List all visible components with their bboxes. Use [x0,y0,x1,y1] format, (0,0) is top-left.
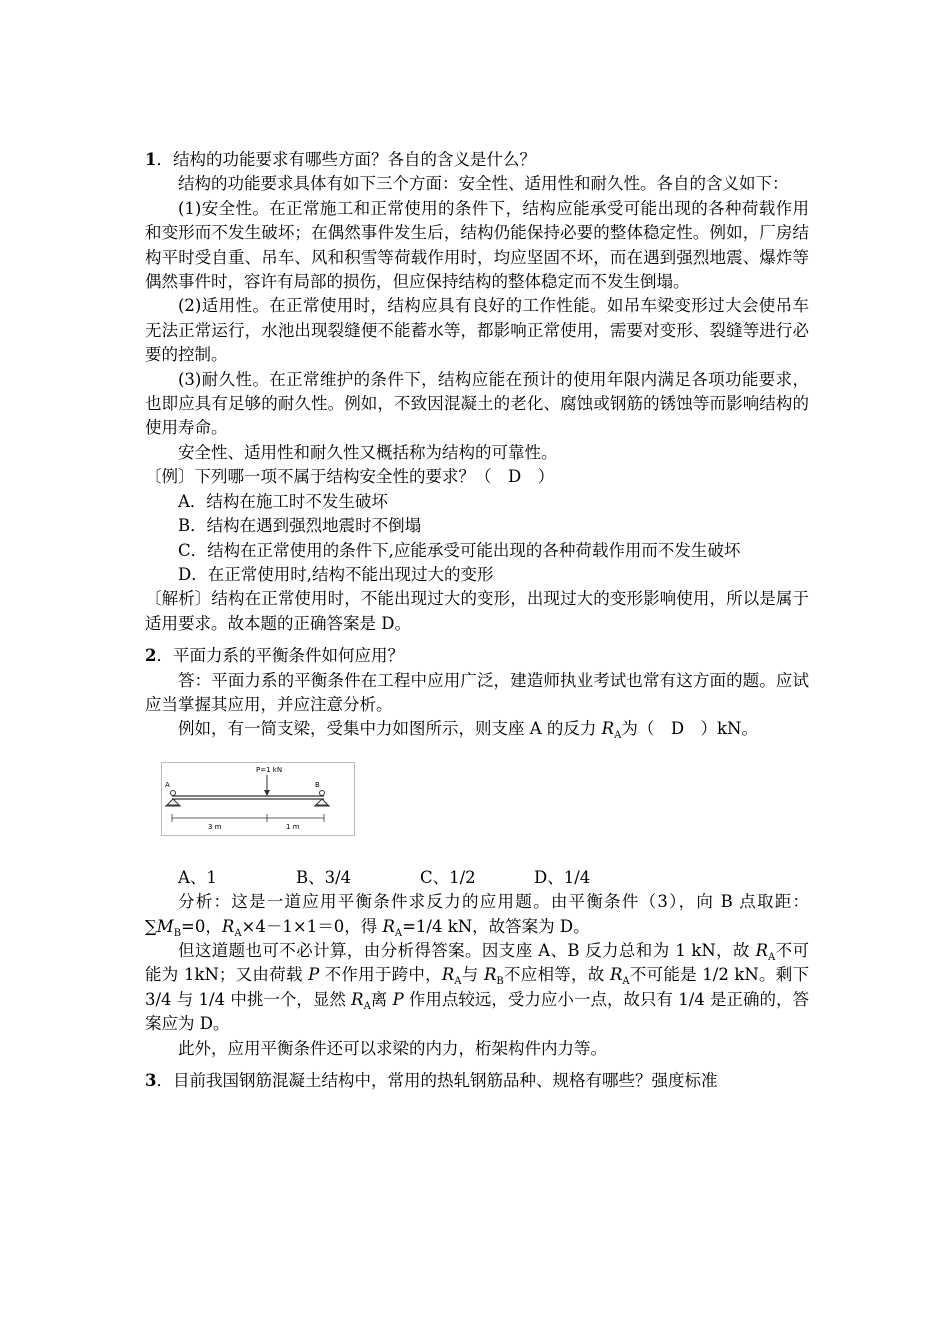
answer-paragraph: 答：平面力系的平衡条件在工程中应用广泛，建造师执业考试也常有这方面的题。应试应当掌握其应用，并应注意分析。 [145,670,809,714]
choice-a: A、1 [178,867,217,887]
support-a-icon [167,799,179,805]
load-arrow-icon [264,790,270,796]
paragraph: 结构的功能要求具体有如下三个方面：安全性、适用性和耐久性。各自的含义如下： [178,174,789,194]
load-label: P=1 kN [256,765,283,774]
question-number: 3 [145,1071,157,1090]
choice-c: C、1/2 [420,867,476,887]
example-question: 〔例〕下列哪一项不属于结构安全性的要求？（ D ） [145,467,555,487]
dimension-left: 3 m [208,822,222,831]
question-number: 2 [145,646,157,666]
paragraph-summary: 安全性、适用性和耐久性又概括称为结构的可靠性。 [178,442,558,462]
support-b-pin-icon [320,790,325,795]
question-1: 1．结构的功能要求有哪些方面？各自的含义是什么？ [145,150,536,169]
beam-svg [162,763,354,835]
paragraph-applicability: (2)适用性。在正常使用时，结构应具有良好的工作性能。如吊车梁变形过大会使吊车无法正常运行，水池出现裂缝便不能蓄水等，都影响正常使用，需要对变形、裂缝等进行必要的控制。 [145,296,809,365]
paragraph-durability: (3)耐久性。在正常维护的条件下，结构应能在预计的使用年限内满足各项功能要求，也即应具有足够的耐久性。例如，不致因混凝土的老化、腐蚀或钢筋的锈蚀等而影响结构的使用寿命。 [145,369,809,438]
support-a-pin-icon [171,790,176,795]
dimension-right: 1 m [286,822,300,831]
analysis: 〔解析〕结构在正常使用时，不能出现过大的变形，出现过大的变形影响使用，所以是属于适用要求。故本题的正确答案是 D。 [145,589,809,633]
choice-b: B、3/4 [296,867,352,887]
question-3: 3．目前我国钢筋混凝土结构中，常用的热轧钢筋品种、规格有哪些？强度标准 [145,1071,718,1090]
question-number: 1 [145,150,157,169]
label-a: A [165,780,170,789]
option-b: B．结构在遇到强烈地震时不倒塌 [178,516,422,536]
paragraph-safety: (1)安全性。在正常施工和正常使用的条件下，结构应能承受可能出现的各种荷载作用和变形而不发生破坏；在偶然事件发生后，结构仍能保持必要的整体稳定性。例如，厂房结构平时受自重、吊车、风和积雪等荷载作用时，均应坚固不坏，而在遇到强烈地震、爆炸等偶然事件时，容许有局部的损伤，但应保持结构的整体稳定而不发生倒塌。 [145,198,809,292]
example-paragraph: 例如，有一简支梁，受集中力如图所示，则支座 A 的反力 $R_A$为（ D ）kN。 [178,719,758,742]
choice-d: D、1/4 [534,867,591,887]
option-c: C．结构在正常使用的条件下,应能承受可能出现的各种荷载作用而不发生破坏 [178,540,741,560]
analysis-paragraph-3: 此外，应用平衡条件还可以求梁的内力，桁架构件内力等。 [178,1038,607,1058]
beam-diagram [161,762,355,836]
option-d: D．在正常使用时,结构不能出现过大的变形 [178,564,494,584]
option-a: A．结构在施工时不发生破坏 [178,491,388,511]
answer-choices [145,866,809,890]
support-b-icon [316,799,328,805]
document-page [145,148,809,1093]
analysis-paragraph-2: 但这道题也可不必计算，由分析得答案。因支座 A、B 反力总和为 1 kN，故 $R_A$不可能为 1kN；又由荷载 P 不作用于跨中，$R_A$与 $R_B$不应相等，故 $R_A$不可能是 1/2 kN。剩下 3/4 与 1/4 中挑一个，显然 $R_A$离 P 作用点较远，受力应小一点，故只有 1/4 是正确的，答案应为 D。 [145,940,810,1034]
question-2: 2．平面力系的平衡条件如何应用？ [145,646,404,666]
label-b: B [315,780,320,789]
analysis-paragraph-1: 分析：这是一道应用平衡条件求反力的应用题。由平衡条件（3），向 B 点取距：$\sum M_B=0$，$R_A\times 4-1\times 1=0$，得 $R_A=1/4$ kN，故答案为 D。 [145,892,809,939]
